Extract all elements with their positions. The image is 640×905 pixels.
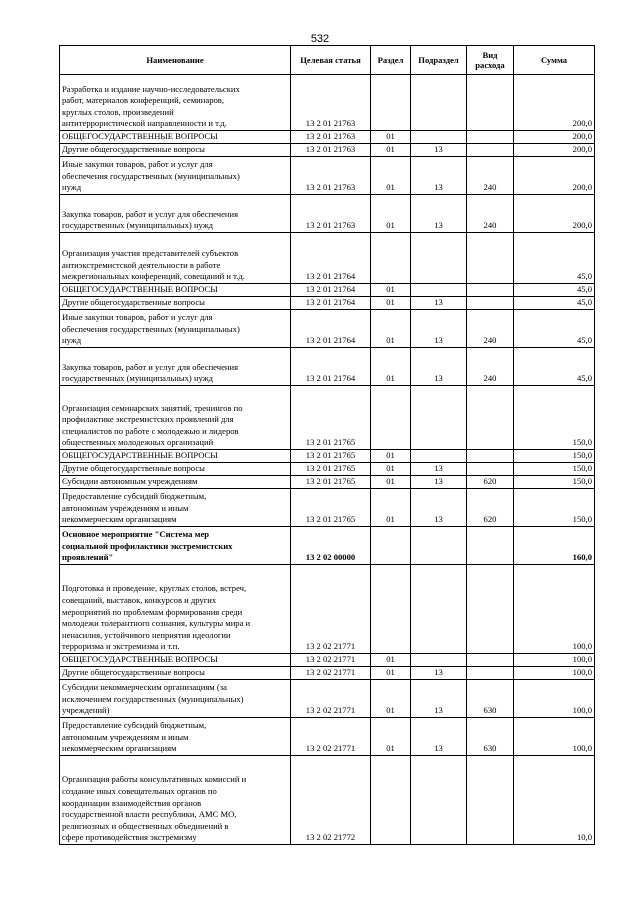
row-subsection: 13 xyxy=(411,297,467,310)
row-target: 13 2 02 21771 xyxy=(291,667,371,680)
row-expense-type: 620 xyxy=(467,476,514,489)
row-subsection: 13 xyxy=(411,476,467,489)
row-expense-type xyxy=(467,75,514,131)
row-amount: 150,0 xyxy=(514,386,595,450)
table-row xyxy=(60,386,595,450)
row-target: 13 2 02 00000 xyxy=(291,527,371,565)
table-row xyxy=(60,450,595,463)
row-subsection: 13 xyxy=(411,667,467,680)
col-header-subsection: Подраздел xyxy=(411,46,467,75)
row-subsection xyxy=(411,527,467,565)
row-expense-type xyxy=(467,386,514,450)
row-section: 01 xyxy=(371,310,411,348)
row-expense-type xyxy=(467,756,514,845)
row-expense-type: 630 xyxy=(467,718,514,756)
col-header-name: Наименование xyxy=(60,46,291,75)
row-name: Подготовка и проведение, круглых столов, встреч, совещаний, выставок, конкурсов и других мероприятий по проблемам формирования среди молодежи толерантного сознания, культуры мира и ненасилия, устойчивого неприятия идеологии терроризма и экстремизма и т.п. xyxy=(60,565,291,654)
row-amount: 100,0 xyxy=(514,565,595,654)
row-amount: 45,0 xyxy=(514,297,595,310)
row-amount: 160,0 xyxy=(514,527,595,565)
table-row xyxy=(60,284,595,297)
table-row xyxy=(60,489,595,527)
row-amount: 200,0 xyxy=(514,75,595,131)
row-name: Организация семинарских занятий, тренингов по профилактике экстремистских проявлений для специалистов по работе с молодежью и лидеров общественных молодежных организаций xyxy=(60,386,291,450)
row-name: Иные закупки товаров, работ и услуг для обеспечения государственных (муниципальных) нужд xyxy=(60,157,291,195)
table-row xyxy=(60,310,595,348)
table-row xyxy=(60,756,595,845)
row-section: 01 xyxy=(371,680,411,718)
row-amount: 200,0 xyxy=(514,144,595,157)
row-amount: 100,0 xyxy=(514,667,595,680)
row-subsection xyxy=(411,75,467,131)
row-expense-type xyxy=(467,527,514,565)
row-expense-type: 240 xyxy=(467,310,514,348)
table-row xyxy=(60,157,595,195)
row-amount: 10,0 xyxy=(514,756,595,845)
row-section: 01 xyxy=(371,284,411,297)
row-target: 13 2 01 21765 xyxy=(291,476,371,489)
row-target: 13 2 01 21763 xyxy=(291,75,371,131)
row-subsection xyxy=(411,565,467,654)
row-expense-type: 240 xyxy=(467,157,514,195)
row-section xyxy=(371,527,411,565)
table-row xyxy=(60,297,595,310)
row-amount: 200,0 xyxy=(514,157,595,195)
col-header-target: Целевая статья xyxy=(291,46,371,75)
row-target: 13 2 01 21765 xyxy=(291,386,371,450)
row-amount: 45,0 xyxy=(514,348,595,386)
row-expense-type xyxy=(467,654,514,667)
row-subsection xyxy=(411,386,467,450)
table-row xyxy=(60,680,595,718)
row-name: Иные закупки товаров, работ и услуг для обеспечения государственных (муниципальных) нужд xyxy=(60,310,291,348)
budget-table xyxy=(59,45,595,845)
row-name: Предоставление субсидий бюджетным, автономным учреждениям и иным некоммерческим организациям xyxy=(60,718,291,756)
row-expense-type xyxy=(467,131,514,144)
row-section: 01 xyxy=(371,157,411,195)
row-expense-type xyxy=(467,667,514,680)
row-amount: 45,0 xyxy=(514,284,595,297)
row-subsection xyxy=(411,450,467,463)
row-subsection: 13 xyxy=(411,463,467,476)
row-section: 01 xyxy=(371,297,411,310)
row-section: 01 xyxy=(371,489,411,527)
row-expense-type xyxy=(467,463,514,476)
row-section: 01 xyxy=(371,667,411,680)
row-amount: 150,0 xyxy=(514,489,595,527)
row-target: 13 2 02 21771 xyxy=(291,654,371,667)
row-amount: 200,0 xyxy=(514,195,595,233)
row-amount: 100,0 xyxy=(514,718,595,756)
row-subsection: 13 xyxy=(411,489,467,527)
row-expense-type xyxy=(467,233,514,284)
row-section: 01 xyxy=(371,348,411,386)
table-row xyxy=(60,718,595,756)
row-subsection: 13 xyxy=(411,195,467,233)
row-target: 13 2 01 21764 xyxy=(291,310,371,348)
row-subsection xyxy=(411,233,467,284)
row-section xyxy=(371,233,411,284)
row-section: 01 xyxy=(371,450,411,463)
row-expense-type xyxy=(467,450,514,463)
table-row xyxy=(60,144,595,157)
row-expense-type: 240 xyxy=(467,195,514,233)
page-number: 532 xyxy=(310,33,330,45)
row-amount: 45,0 xyxy=(514,310,595,348)
row-target: 13 2 01 21763 xyxy=(291,157,371,195)
row-target: 13 2 01 21764 xyxy=(291,284,371,297)
row-name: Другие общегосударственные вопросы xyxy=(60,144,291,157)
row-target: 13 2 01 21764 xyxy=(291,297,371,310)
row-name: ОБЩЕГОСУДАРСТВЕННЫЕ ВОПРОСЫ xyxy=(60,654,291,667)
row-name: Закупка товаров, работ и услуг для обеспечения государственных (муниципальных) нужд xyxy=(60,195,291,233)
row-target: 13 2 02 21771 xyxy=(291,718,371,756)
row-target: 13 2 01 21765 xyxy=(291,463,371,476)
row-target: 13 2 02 21771 xyxy=(291,565,371,654)
row-section: 01 xyxy=(371,195,411,233)
row-expense-type xyxy=(467,284,514,297)
col-header-expense-type: Вид расхода xyxy=(467,46,514,75)
row-section: 01 xyxy=(371,718,411,756)
row-name: Другие общегосударственные вопросы xyxy=(60,297,291,310)
row-amount: 150,0 xyxy=(514,476,595,489)
row-name: Другие общегосударственные вопросы xyxy=(60,463,291,476)
row-target: 13 2 02 21771 xyxy=(291,680,371,718)
row-expense-type xyxy=(467,565,514,654)
row-subsection: 13 xyxy=(411,348,467,386)
table-row xyxy=(60,195,595,233)
row-name: Организация работы консультативных комиссий и создание иных совещательных органов по координации взаимодействия органов государственной власти республики, АМС МО, религиозных и общественных объединений в сфере противодействия экстремизму xyxy=(60,756,291,845)
table-row xyxy=(60,233,595,284)
row-target: 13 2 01 21765 xyxy=(291,450,371,463)
row-subsection xyxy=(411,654,467,667)
row-name: Организация участия представителей субъектов антиэкстремистской деятельности в работе межрегиональных конференций, совещаний и т.д. xyxy=(60,233,291,284)
row-section: 01 xyxy=(371,144,411,157)
row-amount: 200,0 xyxy=(514,131,595,144)
row-section: 01 xyxy=(371,131,411,144)
row-expense-type xyxy=(467,297,514,310)
table-row xyxy=(60,75,595,131)
row-subsection: 13 xyxy=(411,718,467,756)
row-name: ОБЩЕГОСУДАРСТВЕННЫЕ ВОПРОСЫ xyxy=(60,450,291,463)
row-expense-type: 620 xyxy=(467,489,514,527)
row-subsection xyxy=(411,284,467,297)
row-name: Основное мероприятие "Система мер социальной профилактики экстремистских проявлений" xyxy=(60,527,291,565)
row-name: Субсидии некоммерческим организациям (за исключением государственных (муниципальных) учреждений) xyxy=(60,680,291,718)
row-section xyxy=(371,565,411,654)
row-subsection: 13 xyxy=(411,144,467,157)
row-target: 13 2 01 21763 xyxy=(291,144,371,157)
row-section xyxy=(371,756,411,845)
row-subsection: 13 xyxy=(411,680,467,718)
row-target: 13 2 01 21764 xyxy=(291,233,371,284)
col-header-amount: Сумма xyxy=(514,46,595,75)
table-row xyxy=(60,565,595,654)
table-row xyxy=(60,654,595,667)
col-header-section: Раздел xyxy=(371,46,411,75)
row-target: 13 2 01 21763 xyxy=(291,195,371,233)
row-subsection xyxy=(411,131,467,144)
table-row xyxy=(60,476,595,489)
row-expense-type: 240 xyxy=(467,348,514,386)
row-name: Субсидии автономным учреждениям xyxy=(60,476,291,489)
row-name: ОБЩЕГОСУДАРСТВЕННЫЕ ВОПРОСЫ xyxy=(60,284,291,297)
row-subsection xyxy=(411,756,467,845)
table-header-row xyxy=(60,46,595,75)
row-amount: 45,0 xyxy=(514,233,595,284)
table-row xyxy=(60,527,595,565)
row-subsection: 13 xyxy=(411,157,467,195)
row-name: Разработка и издание научно-исследовательских работ, материалов конференций, семинаров, круглых столов, произведений антитеррористической направленности и т.д. xyxy=(60,75,291,131)
row-expense-type xyxy=(467,144,514,157)
table-row xyxy=(60,348,595,386)
row-name: ОБЩЕГОСУДАРСТВЕННЫЕ ВОПРОСЫ xyxy=(60,131,291,144)
row-name: Другие общегосударственные вопросы xyxy=(60,667,291,680)
row-target: 13 2 02 21772 xyxy=(291,756,371,845)
row-expense-type: 630 xyxy=(467,680,514,718)
table-row xyxy=(60,131,595,144)
row-subsection: 13 xyxy=(411,310,467,348)
row-target: 13 2 01 21763 xyxy=(291,131,371,144)
table-row xyxy=(60,667,595,680)
row-name: Предоставление субсидий бюджетным, автономным учреждениям и иным некоммерческим организациям xyxy=(60,489,291,527)
row-section xyxy=(371,75,411,131)
row-amount: 150,0 xyxy=(514,463,595,476)
row-target: 13 2 01 21765 xyxy=(291,489,371,527)
row-section: 01 xyxy=(371,654,411,667)
row-amount: 100,0 xyxy=(514,680,595,718)
row-section xyxy=(371,386,411,450)
row-amount: 150,0 xyxy=(514,450,595,463)
row-section: 01 xyxy=(371,463,411,476)
row-target: 13 2 01 21764 xyxy=(291,348,371,386)
table-row xyxy=(60,463,595,476)
row-amount: 100,0 xyxy=(514,654,595,667)
row-name: Закупка товаров, работ и услуг для обеспечения государственных (муниципальных) нужд xyxy=(60,348,291,386)
row-section: 01 xyxy=(371,476,411,489)
